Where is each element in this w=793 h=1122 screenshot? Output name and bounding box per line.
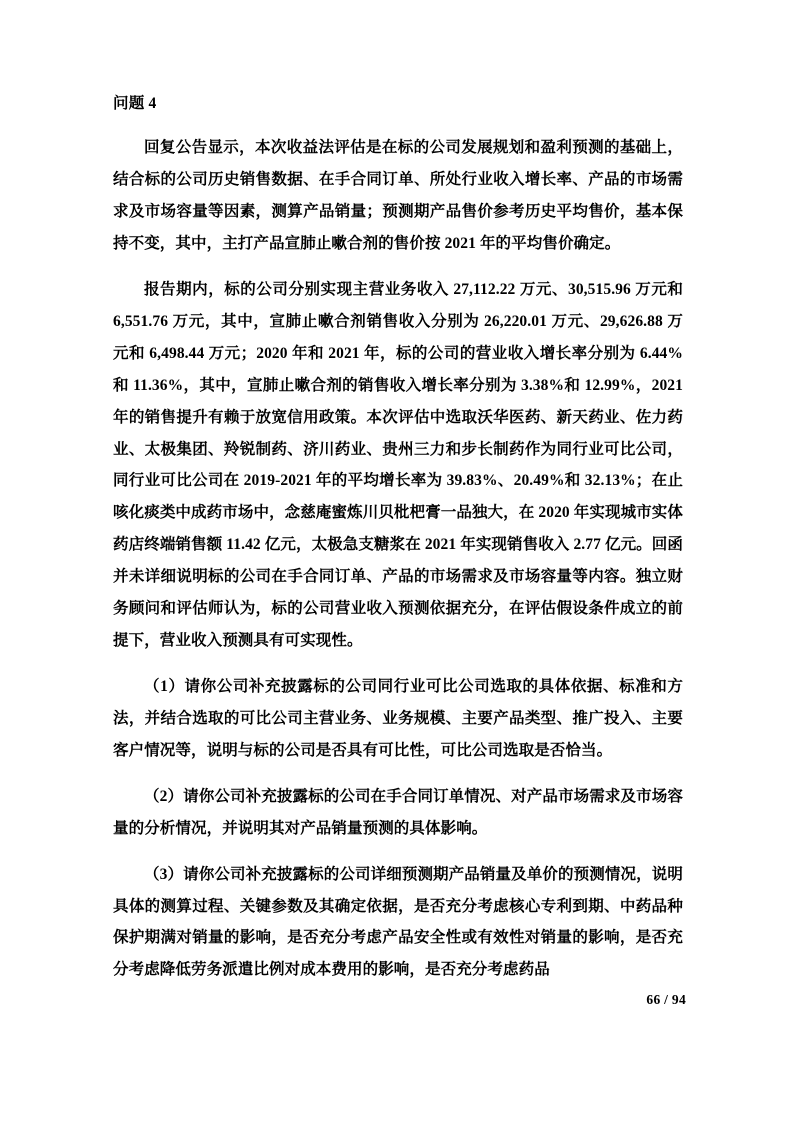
paragraph-4: （2）请你公司补充披露标的公司在手合同订单情况、对产品市场需求及市场容量的分析情况，并说明其对产品销量预测的具体影响。 [113, 787, 683, 837]
paragraph-2: 报告期内，标的公司分别实现主营业务收入 27,112.22 万元、30,515.96 万元和 6,551.76 万元，其中，宣肺止嗽合剂销售收入分别为 26,220.01 万元、29,626.88 万元和 6,498.44 万元；2020 年和 2021 年，标的公司的营业收入增长率分别为 6.44%和 11.36%，其中，宣肺止嗽合剂的销售收入增长率分别为 3.38%和 12.99%，2021 年的销售提升有赖于放宽信用政策。本次评估中选取沃华医药、新天药业、佐力药业、太极集团、羚锐制药、济川药业、贵州三力和步长制药作为同行业可比公司，同行业可比公司在 2019-2021 年的平均增长率为 39.83%、20.49%和 32.13%；在止咳化痰类中成药市场中，念慈庵蜜炼川贝枇杷膏一品独大，在 2020 年实现城市实体药店终端销售额 11.42 亿元，太极急支糖浆在 2021 年实现销售收入 2.77 亿元。回函并未详细说明标的公司在手合同订单、产品的市场需求及市场容量等内容。独立财务顾问和评估师认为，标的公司营业收入预测依据充分，在评估假设条件成立的前提下，营业收入预测具有可实现性。 [113, 280, 683, 650]
paragraph-1: 回复公告显示，本次收益法评估是在标的公司发展规划和盈利预测的基础上，结合标的公司历史销售数据、在手合同订单、所处行业收入增长率、产品的市场需求及市场容量等因素，测算产品销量；预测期产品售价参考历史平均售价，基本保持不变，其中，主打产品宣肺止嗽合剂的售价按 2021 年的平均售价确定。 [113, 139, 683, 253]
paragraph-5: （3）请你公司补充披露标的公司详细预测期产品销量及单价的预测情况，说明具体的测算过程、关键参数及其确定依据，是否充分考虑核心专利到期、中药品种保护期满对销量的影响，是否充分考虑产品安全性或有效性对销量的影响，是否充分考虑降低劳务派遣比例对成本费用的影响，是否充分考虑药品 [113, 865, 683, 979]
paragraph-3: （1）请你公司补充披露标的公司同行业可比公司选取的具体依据、标准和方法，并结合选取的可比公司主营业务、业务规模、主要产品类型、推广投入、主要客户情况等，说明与标的公司是否具有可比性，可比公司选取是否恰当。 [113, 678, 683, 759]
section-heading: 问题 4 [113, 95, 157, 112]
page-number: 66 / 94 [646, 992, 686, 1007]
page-content [113, 92, 683, 1000]
